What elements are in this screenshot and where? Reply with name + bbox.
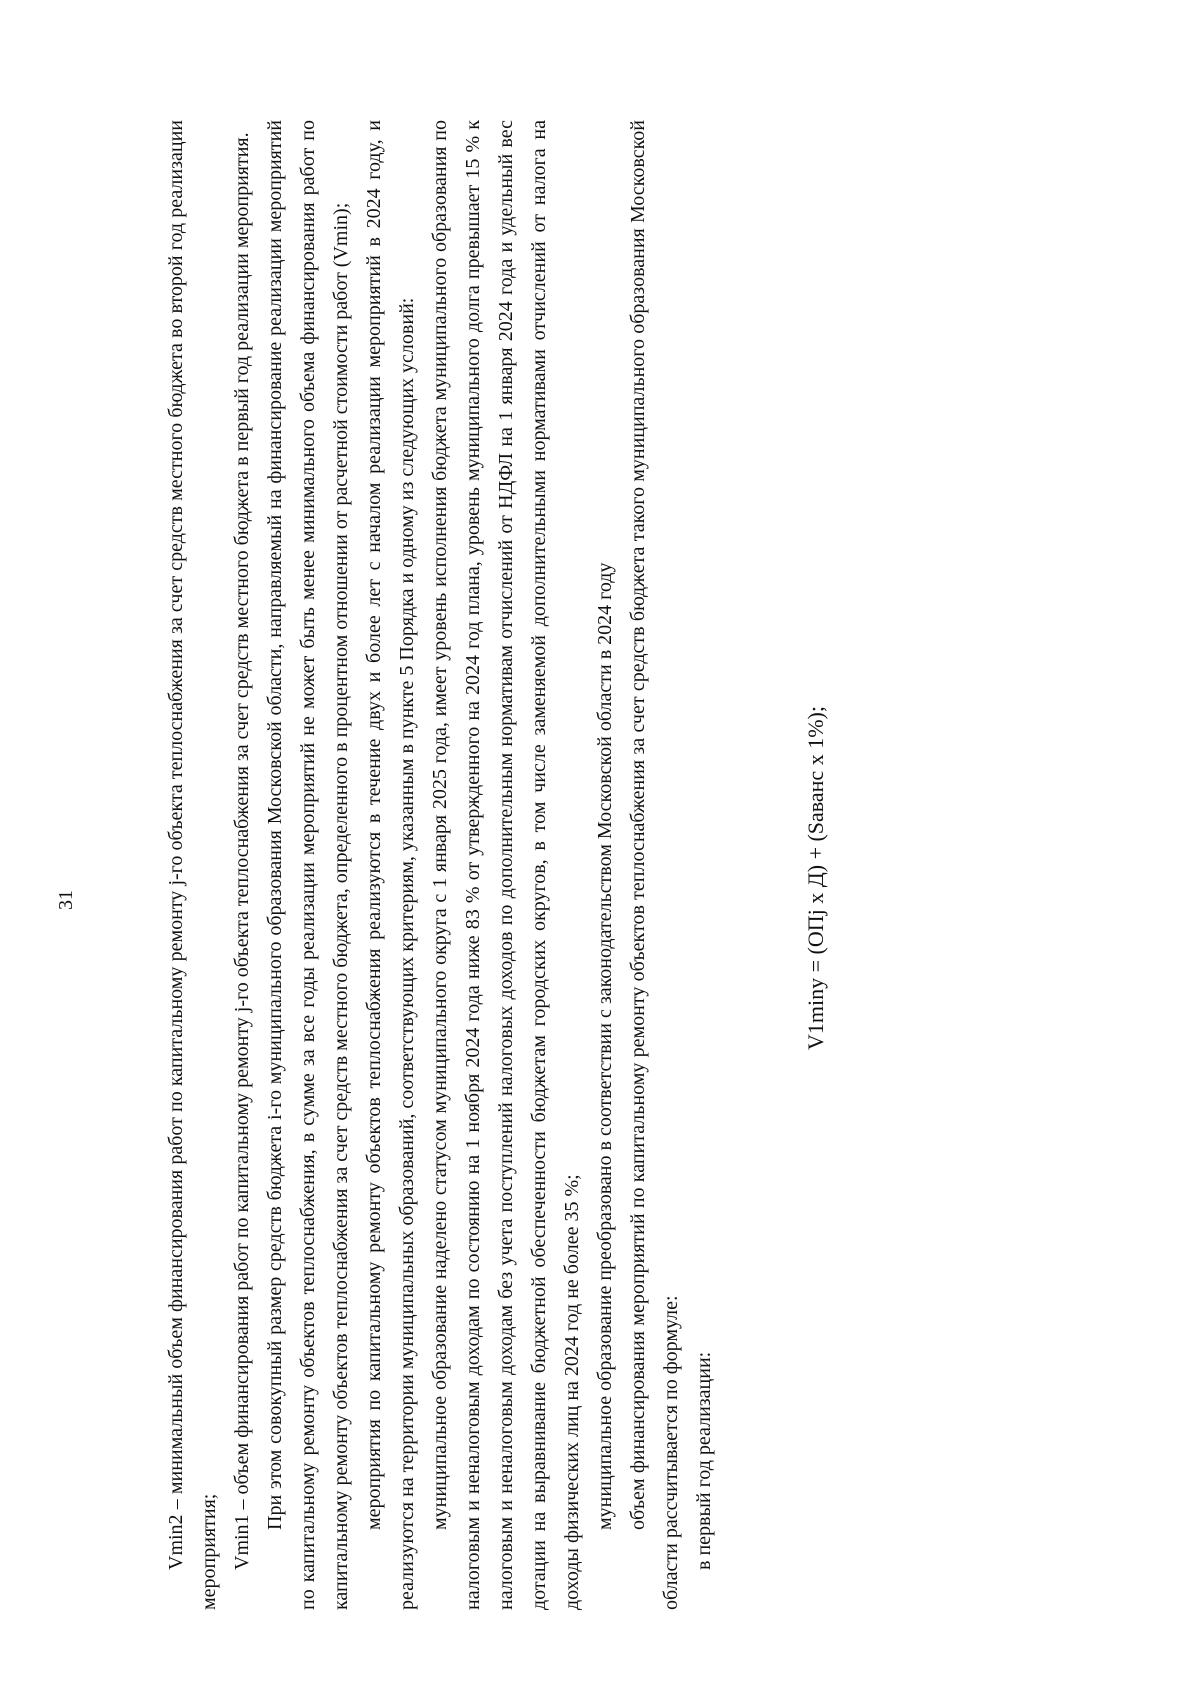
paragraph-first-year: в первый год реализации:	[693, 1351, 715, 1570]
rotated-text-block	[55, 120, 960, 1610]
paragraph-municipal-transformation: муниципальное образование преобразовано в соответствии с законодательством Московской области в 2024 году	[594, 562, 616, 1530]
paragraph-vmin2: Vmin2 – минимальный объем финансирования работ по капитальному ремонту j-го объекта теплоснабжения за счет средств местного бюджета во второй год реализации мероприятия;	[165, 120, 220, 1610]
spacer	[721, 120, 799, 1610]
formula-v1miny: V1miny = (ОПj x Д) + (Sаванс x 1%);	[803, 706, 828, 1050]
paragraph-vmin1: Vmin1 – объем финансирования работ по капитальному ремонту j-го объекта теплоснабжения за счет средств местного бюджета в первый год реализации мероприятия.	[231, 132, 253, 1570]
page-number: 31	[55, 890, 77, 910]
paragraph-municipal-district-status: муниципальное образование наделено статусом муниципального округа с 1 января 2025 года, имеет уровень исполнения бюджета муниципального образования по налоговым и неналоговым доходам по состоянию на 1 ноября 2024 года ниже 83 % от утвержденного на 2024 год плана, уровень муниципального долга превышает 15 % к налоговым и неналоговым доходам без учета поступлений налоговых доходов по дополнительным нормативам отчислений от НДФЛ на 1 января 2024 года и удельный вес дотации на выравнивание бюджетной обеспеченности бюджетам городских округов, в том числе заменяемой дополнительными нормативами отчислений от налога на доходы физических лиц на 2024 год не более 35 %;	[429, 120, 583, 1610]
paragraph-financing-formula-intro: объем финансирования мероприятий по капитальному ремонту объектов теплоснабжения за счет средств бюджета такого муниципального образования Московской области рассчитывается по формуле:	[627, 120, 682, 1610]
paragraph-total-budget: При этом совокупный размер средств бюджета i-го муниципального образования Московской области, направляемый на финансирование реализации мероприятий по капитальному ремонту объектов теплоснабжения, в сумме за все годы реализации мероприятий не может быть менее минимального объема финансирования работ по капитальному ремонту объектов теплоснабжения за счет средств местного бюджета, определенного в процентном отношении от расчетной стоимости работ (Vmin);	[264, 120, 352, 1610]
paragraph-capital-repair-measures: мероприятия по капитальному ремонту объектов теплоснабжения реализуются в течение двух и более лет с началом реализации мероприятий в 2024 году, и реализуются на территории муниципальных образований, соответствующих критериям, указанным в пункте 5 Порядка и одному из следующих условий:	[363, 120, 418, 1610]
